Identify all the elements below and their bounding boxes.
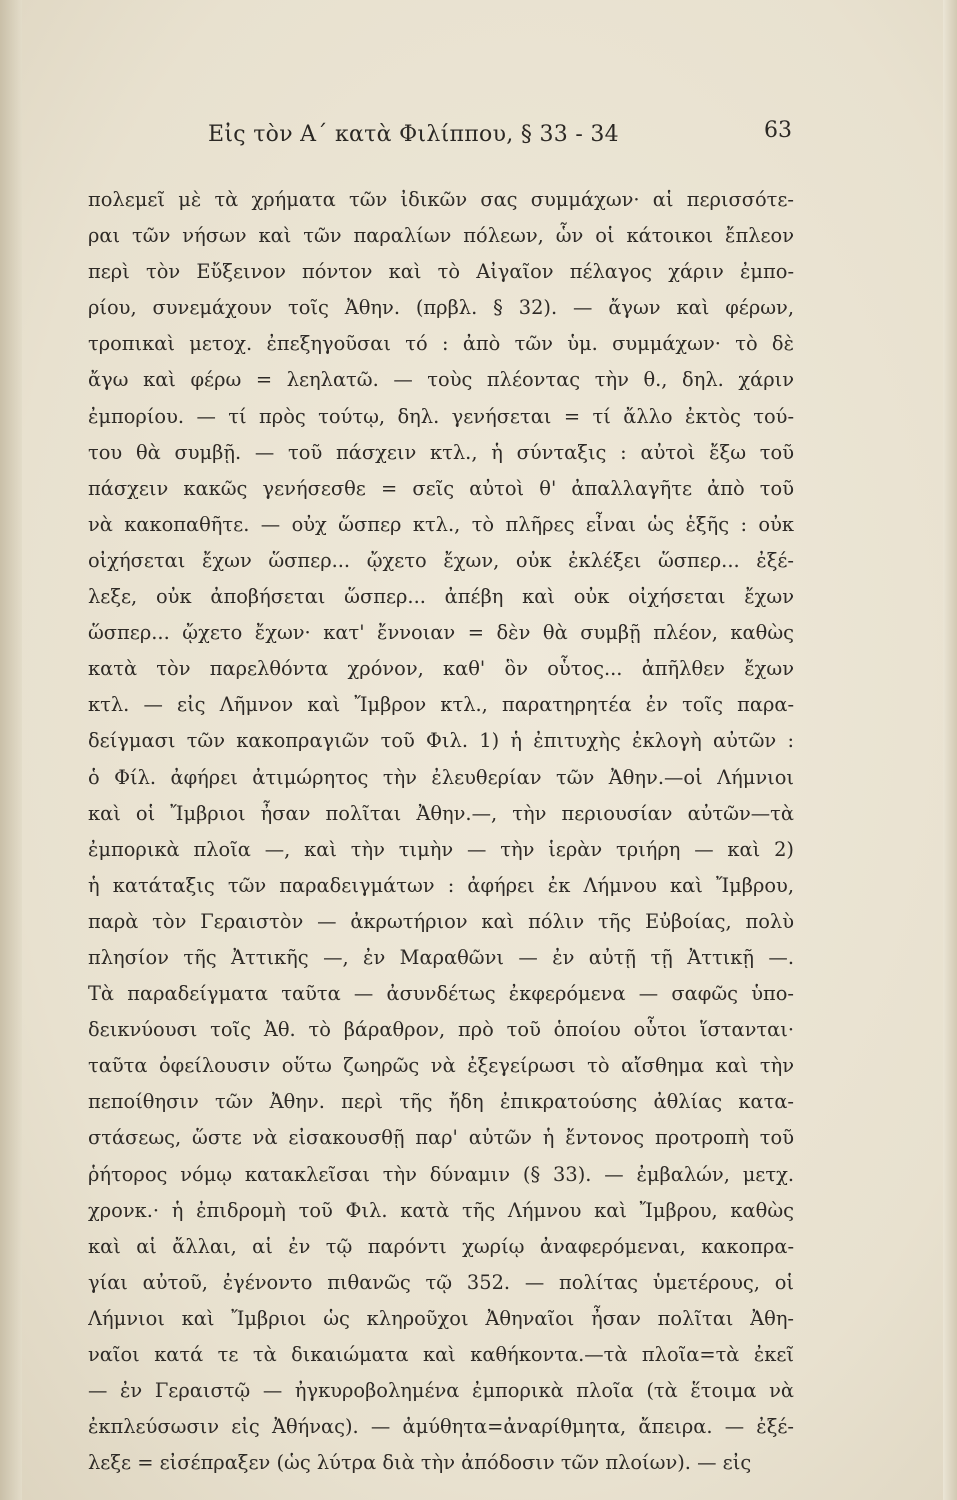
text-line: ταῦτα ὀφείλουσιν οὕτω ζωηρῶς νὰ ἐξεγείρωσι τὸ αἴσθημα καὶ τὴν [88,1054,794,1078]
text-line: τροπικαὶ μετοχ. ἐπεξηγοῦσαι τό : ἀπὸ τῶν ὑμ. συμμάχων· τὸ δὲ [88,332,794,356]
text-line: οἰχήσεται ἔχων ὥσπερ... ᾤχετο ἔχων, οὐκ ἐκλέξει ὥσπερ... ἐξέ- [88,548,794,572]
text-line: καὶ οἱ Ἴμβριοι ἦσαν πολῖται Ἀθην.—, τὴν περιουσίαν αὐτῶν—τὰ [88,801,794,825]
page-gutter-shadow [0,0,22,1500]
text-line: λεξε, οὐκ ἀποβήσεται ὥσπερ... ἀπέβη καὶ οὐκ οἰχήσεται ἔχων [88,585,794,609]
text-line: ὥσπερ... ᾤχετο ἔχων· κατ' ἔννοιαν = δὲν θὰ συμβῇ πλέον, καθὼς [88,621,794,645]
page-header [90,118,792,158]
text-line: περὶ τὸν Εὔξεινον πόντον καὶ τὸ Αἰγαῖον πέλαγος χάριν ἐμπο- [88,260,794,284]
text-line: ραι τῶν νήσων καὶ τῶν παραλίων πόλεων, ὧν οἱ κάτοικοι ἔπλεον [88,224,794,248]
text-line: κτλ. — εἰς Λῆμνον καὶ Ἴμβρον κτλ., παρατηρητέα ἐν τοῖς παρα- [88,693,794,717]
text-line: Λήμνιοι καὶ Ἴμβριοι ὡς κληροῦχοι Ἀθηναῖοι ἦσαν πολῖται Ἀθη- [88,1306,794,1330]
text-line: ἐμπορικὰ πλοῖα —, καὶ τὴν τιμὴν — τὴν ἱερὰν τριήρη — καὶ 2) [88,837,794,861]
text-line: — ἐν Γεραιστῷ — ἠγκυροβολημένα ἐμπορικὰ πλοῖα (τὰ ἕτοιμα νὰ [88,1379,794,1403]
commentary-text [88,182,794,1481]
text-line: γίαι αὐτοῦ, ἐγένοντο πιθανῶς τῷ 352. — πολίτας ὑμετέρους, οἱ [88,1270,794,1294]
text-line: πεποίθησιν τῶν Ἀθην. περὶ τῆς ἤδη ἐπικρατούσης ἀθλίας κατα- [88,1090,794,1114]
text-line: πολεμεῖ μὲ τὰ χρήματα τῶν ἰδικῶν σας συμμάχων· αἱ περισσότε- [88,188,794,211]
text-line: ὁ Φίλ. ἀφήρει ἀτιμώρητος τὴν ἐλευθερίαν τῶν Ἀθην.—οἱ Λήμνιοι [88,765,794,789]
text-line: ῥήτορος νόμῳ κατακλεῖσαι τὴν δύναμιν (§ 33). — ἐμβαλών, μετχ. [88,1162,794,1186]
text-line: στάσεως, ὥστε νὰ εἰσακουσθῇ παρ' αὐτῶν ἡ ἔντονος προτροπὴ τοῦ [88,1126,794,1150]
text-line: δείγμασι τῶν κακοπραγιῶν τοῦ Φιλ. 1) ἡ ἐπιτυχὴς ἐκλογὴ αὐτῶν : [88,729,794,753]
text-line: καὶ αἱ ἄλλαι, αἱ ἐν τῷ παρόντι χωρίῳ ἀναφερόμεναι, κακοπρα- [88,1234,794,1258]
text-line: ρίου, συνεμάχουν τοῖς Ἀθην. (πρβλ. § 32). — ἄγων καὶ φέρων, [88,296,794,320]
text-line: ναῖοι κατά τε τὰ δικαιώματα καὶ καθήκοντα.—τὰ πλοῖα=τὰ ἐκεῖ [88,1343,794,1366]
running-title: Εἰς τὸν Α΄ κατὰ Φιλίππου, § 33 - 34 [208,122,619,147]
text-line: ἄγω καὶ φέρω = λεηλατῶ. — τοὺς πλέοντας τὴν θ., δηλ. χάριν [88,368,794,392]
text-line: κατὰ τὸν παρελθόντα χρόνον, καθ' ὃν οὗτος... ἀπῆλθεν ἔχων [88,657,794,681]
text-line: ἡ κατάταξις τῶν παραδειγμάτων : ἀφήρει ἐκ Λήμνου καὶ Ἴμβρου, [88,873,794,897]
text-line: του θὰ συμβῇ. — τοῦ πάσχειν κτλ., ἡ σύνταξις : αὐτοὶ ἔξω τοῦ [88,440,794,464]
page-number: 63 [764,118,792,143]
text-line: χρονκ.· ἡ ἐπιδρομὴ τοῦ Φιλ. κατὰ τῆς Λήμνου καὶ Ἴμβρου, καθὼς [88,1198,794,1222]
text-line: πάσχειν κακῶς γενήσεσθε = σεῖς αὐτοὶ θ' ἀπαλλαγῆτε ἀπὸ τοῦ [88,476,794,500]
text-line: παρὰ τὸν Γεραιστὸν — ἀκρωτήριον καὶ πόλιν τῆς Εὐβοίας, πολὺ [88,909,794,933]
text-line: δεικνύουσι τοῖς Ἀθ. τὸ βάραθρον, πρὸ τοῦ ὁποίου οὗτοι ἵστανται· [88,1018,794,1042]
text-line: νὰ κακοπαθῆτε. — οὐχ ὥσπερ κτλ., τὸ πλῆρες εἶναι ὡς ἑξῆς : οὐκ [88,512,794,536]
text-line: Τὰ παραδείγματα ταῦτα — ἀσυνδέτως ἐκφερόμενα — σαφῶς ὑπο- [88,982,794,1006]
page-edge-shadow [943,0,957,1500]
text-line: ἐκπλεύσωσιν εἰς Ἀθήνας). — ἀμύθητα=ἀναρίθμητα, ἄπειρα. — ἐξέ- [88,1415,794,1439]
text-line: ἐμπορίου. — τί πρὸς τούτῳ, δηλ. γενήσεται = τί ἄλλο ἐκτὸς τού- [88,404,794,428]
text-line: λεξε = εἰσέπραξεν (ὡς λύτρα διὰ τὴν ἀπόδοσιν τῶν πλοίων). — εἰς [88,1451,752,1475]
text-line: πλησίον τῆς Ἀττικῆς —, ἐν Μαραθῶνι — ἐν αὐτῇ τῇ Ἀττικῇ —. [88,945,794,969]
